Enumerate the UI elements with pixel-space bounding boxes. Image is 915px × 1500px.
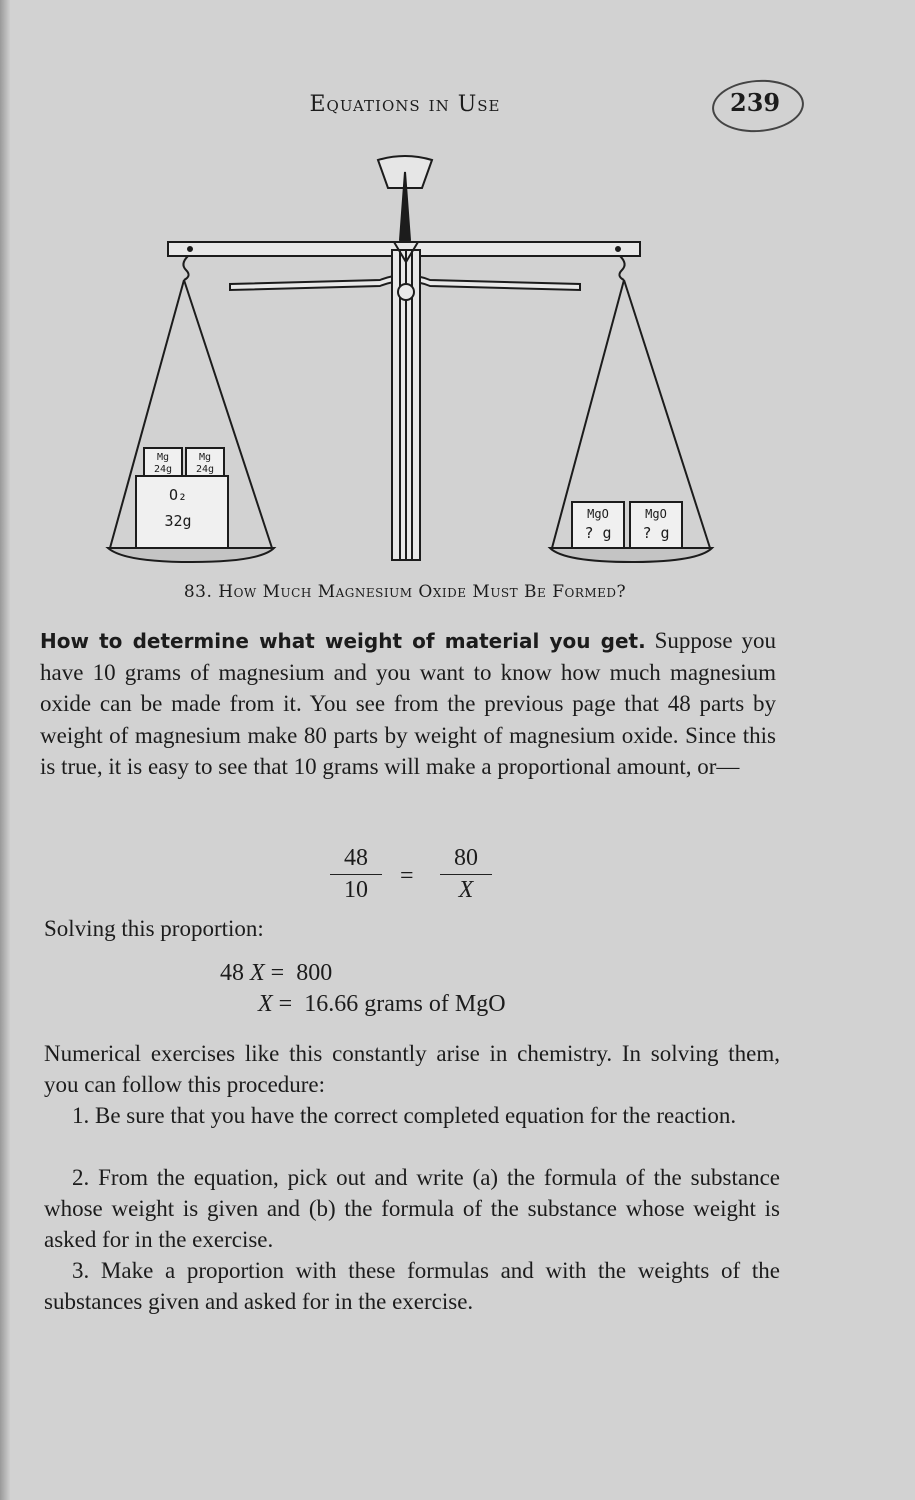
left-pan bbox=[108, 548, 274, 562]
fraction-right-numerator: 80 bbox=[440, 845, 492, 875]
intro-text: Suppose you have 10 grams of magnesium and you want to know how much magnesium oxide can be made from it. You see from the previous page that 48 parts by weight of magnesium make 80 parts by weight of magnesium oxide. Since this is true, it is easy to see that 10 grams will make a proportional amount, or— bbox=[40, 628, 777, 779]
solution-line-1 bbox=[220, 960, 332, 987]
fraction-right-denominator: X bbox=[458, 877, 474, 903]
mgo-label-2: MgO bbox=[645, 507, 667, 521]
section-heading: How to determine what weight of material you get. bbox=[40, 629, 646, 653]
fraction-left-numerator: 48 bbox=[330, 845, 382, 875]
solution-variable-2: X bbox=[258, 991, 273, 1017]
fraction-left bbox=[330, 845, 382, 904]
o2-weight: 32g bbox=[164, 512, 192, 530]
mg-label-2: Mg bbox=[198, 452, 212, 463]
procedure-step-1: 1. Be sure that you have the correct completed equation for the reaction. bbox=[72, 1103, 737, 1128]
mgo-weight-1: ? g bbox=[584, 524, 612, 542]
running-head: Equations in Use bbox=[309, 92, 501, 117]
fraction-right bbox=[440, 845, 492, 904]
left-hook bbox=[183, 256, 188, 280]
o2-label: O₂ bbox=[168, 486, 188, 504]
figure-caption: 83. How Much Magnesium Oxide Must Be Formed? bbox=[183, 582, 627, 602]
solution-result-1: = 800 bbox=[270, 960, 333, 986]
solution-variable-1: X bbox=[250, 960, 265, 986]
proportion-equals: = bbox=[400, 863, 414, 889]
mg-weight-2: 24g bbox=[195, 464, 215, 475]
solution-coefficient: 48 bbox=[220, 960, 244, 986]
page-edge bbox=[0, 0, 10, 1500]
procedure-step-3: 3. Make a proportion with these formulas and with the weights of the substances given and asked for in the exercise. bbox=[44, 1258, 780, 1315]
mg-label-1: Mg bbox=[156, 452, 170, 463]
mgo-label-1: MgO bbox=[587, 507, 609, 521]
procedure-paragraph: Numerical exercises like this constantly arise in chemistry. In solving them, you can follow this procedure: bbox=[44, 1041, 780, 1098]
mgo-weight-2: ? g bbox=[642, 524, 670, 542]
mg-weight-1: 24g bbox=[153, 464, 173, 475]
proportion bbox=[330, 845, 500, 915]
solution-line-2 bbox=[258, 991, 506, 1018]
solving-label: Solving this proportion: bbox=[44, 916, 264, 941]
fraction-left-denominator: 10 bbox=[344, 877, 368, 903]
balance-scale-figure bbox=[100, 150, 720, 590]
page-number: 239 bbox=[730, 88, 781, 117]
right-pan bbox=[550, 548, 712, 562]
intro-paragraph bbox=[40, 625, 776, 782]
procedure-step-2: 2. From the equation, pick out and write (a) the formula of the substance whose weight is given and (b) the formula of the substance whose weight is asked for in the exercise. bbox=[44, 1165, 780, 1253]
solution-result-2: = 16.66 grams of MgO bbox=[278, 991, 506, 1017]
right-hook bbox=[619, 256, 624, 280]
